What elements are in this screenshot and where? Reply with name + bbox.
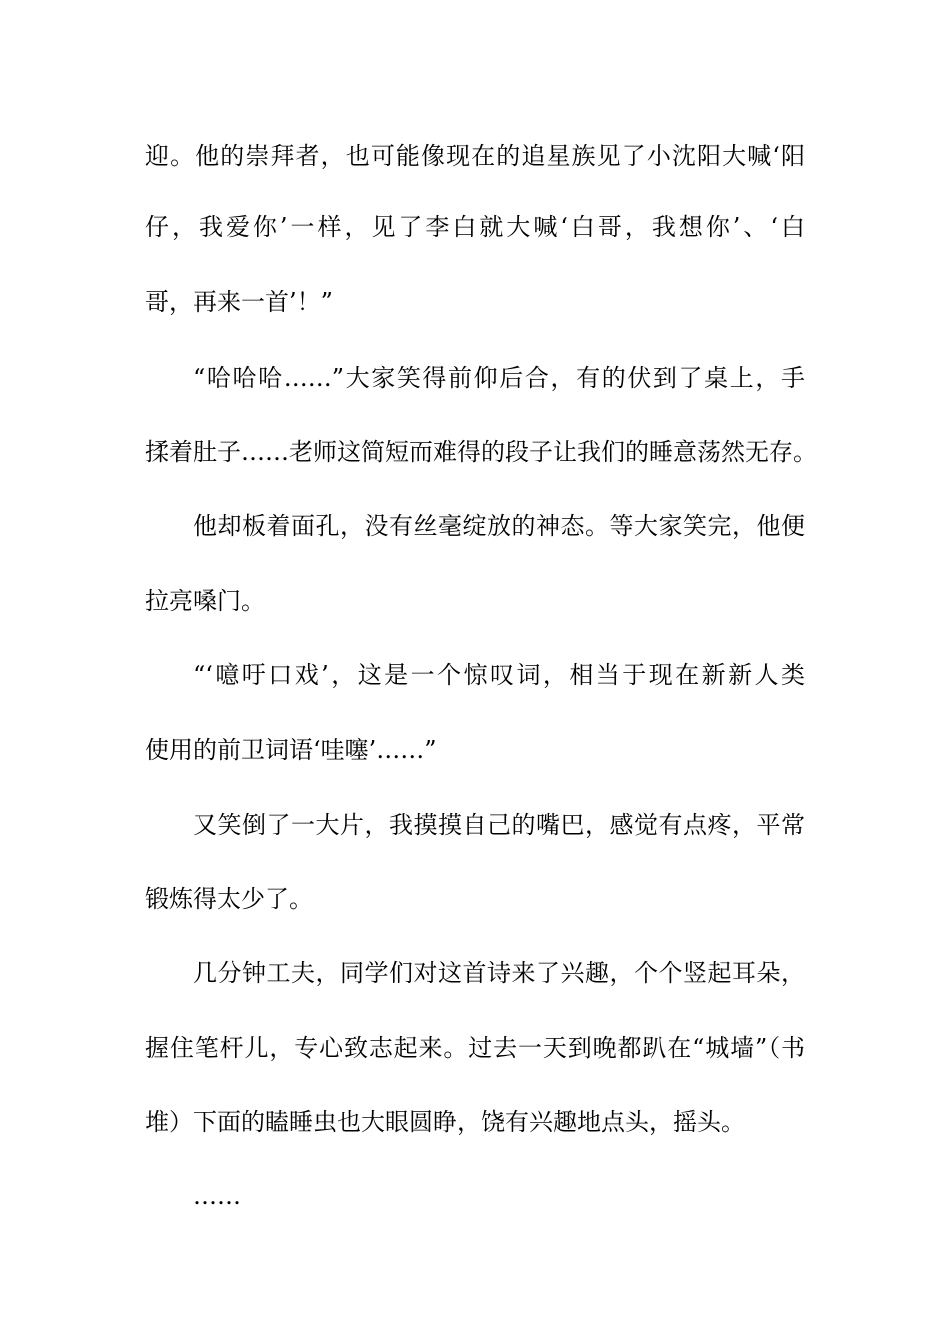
text-line: 又笑倒了一大片，我摸摸自己的嘴巴，感觉有点疼，平常 <box>193 811 805 839</box>
text-line: 仔，我爱你’一样，见了李白就大喊‘白哥，我想你’、‘白 <box>145 213 805 241</box>
ellipsis-line: …… <box>193 1182 241 1210</box>
text-line: 几分钟工夫，同学们对这首诗来了兴趣，个个竖起耳朵， <box>193 959 805 987</box>
text-line: 哥，再来一首’！” <box>145 288 333 316</box>
text-line: “‘噫吁口戏’，这是一个惊叹词，相当于现在新新人类 <box>193 661 805 689</box>
text-line: 握住笔杆儿，专心致志起来。过去一天到晚都趴在“城墙”（书 <box>145 1034 805 1062</box>
text-line: 使用的前卫词语‘哇噻’……” <box>145 736 437 764</box>
text-line: 他却板着面孔，没有丝毫绽放的神态。等大家笑完，他便 <box>193 512 805 540</box>
text-line: 拉亮嗓门。 <box>145 587 265 615</box>
text-line: 迎。他的崇拜者，也可能像现在的追星族见了小沈阳大喊‘阳 <box>145 142 805 170</box>
text-line: 锻炼得太少了。 <box>145 885 313 913</box>
text-line: 堆）下面的瞌睡虫也大眼圆睁，饶有兴趣地点头，摇头。 <box>145 1108 745 1136</box>
text-line: “哈哈哈……”大家笑得前仰后合，有的伏到了桌上，手 <box>193 364 805 392</box>
text-line: 揉着肚子……老师这简短而难得的段子让我们的睡意荡然无存。 <box>145 438 817 466</box>
